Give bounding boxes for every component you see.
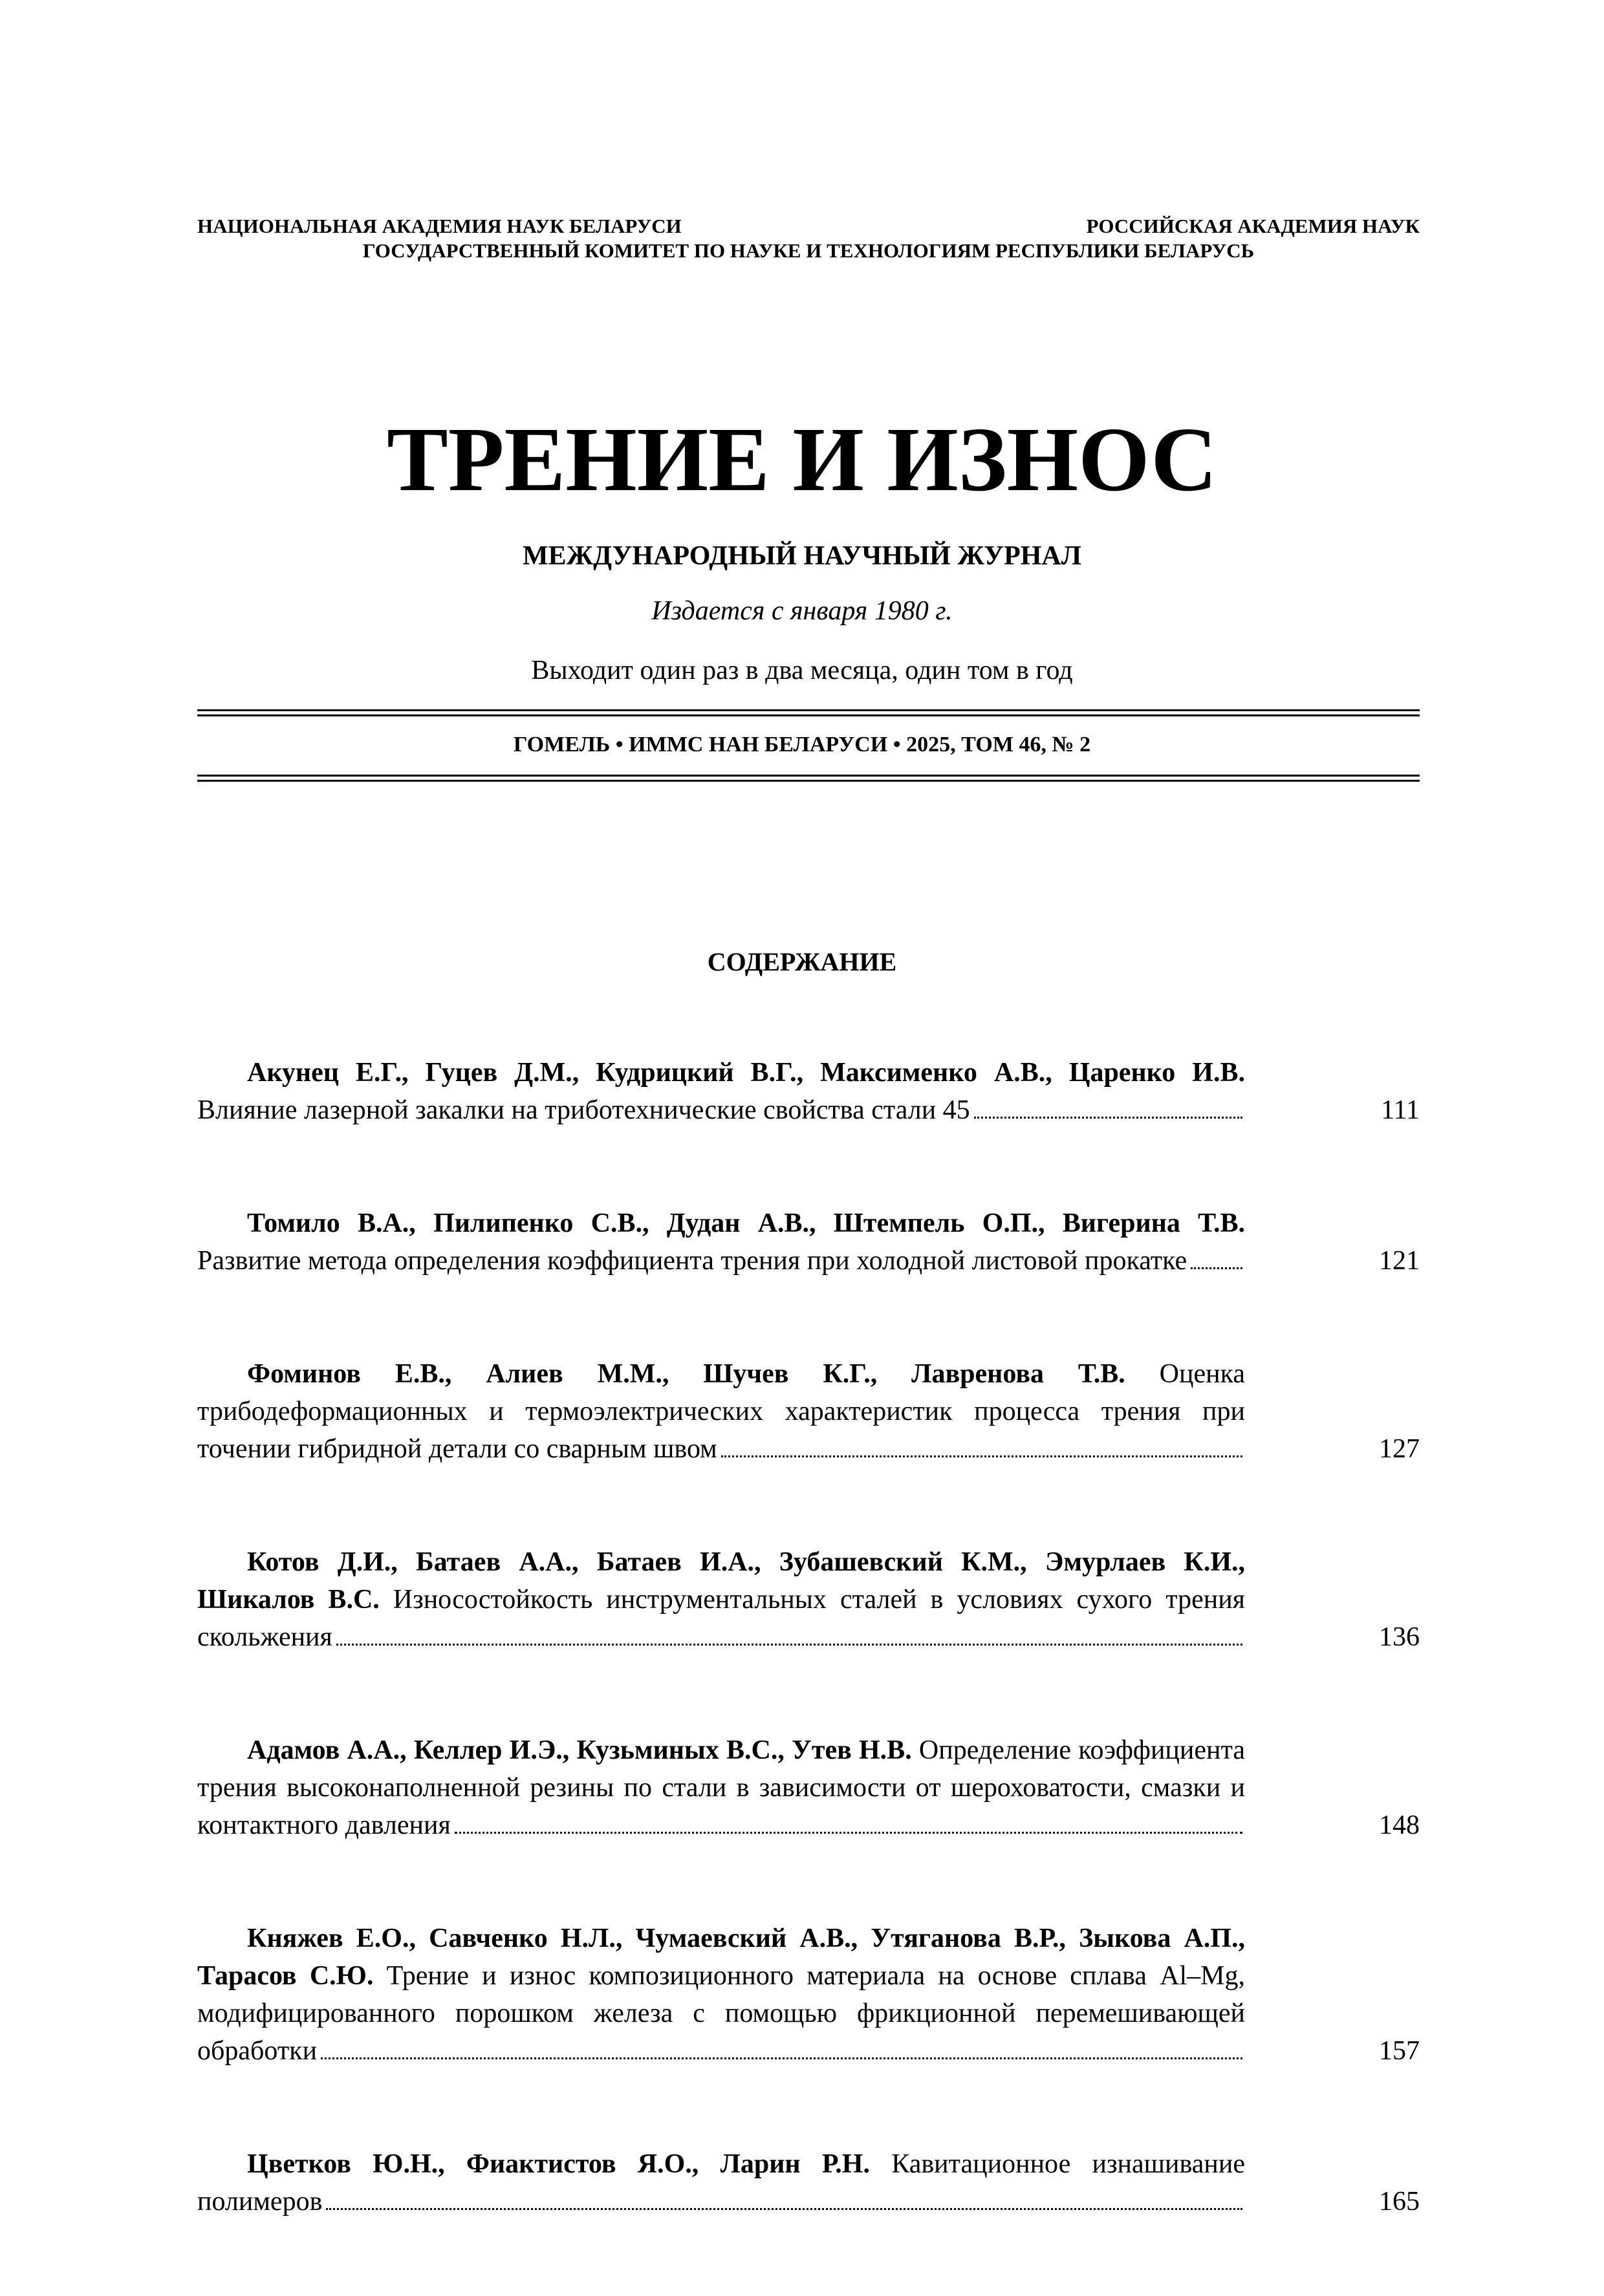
dot-leader: [326, 2207, 1242, 2210]
journal-imprint: ГОМЕЛЬ • ИММС НАН БЕЛАРУСИ • 2025, ТОМ 46, № 2: [513, 733, 1091, 756]
toc-entry[interactable]: [197, 1543, 1420, 1656]
toc-entry-body: [197, 1732, 1245, 1844]
toc-entry-page: 127: [1379, 1434, 1420, 1464]
toc-entry-title: Влияние лазерной закалки на триботехнические свойства стали 45: [197, 1095, 970, 1125]
toc-entry-page: 157: [1379, 2036, 1420, 2066]
dot-leader: [321, 2057, 1242, 2059]
journal-frequency: Выходит один раз в два месяца, один том в год: [531, 656, 1073, 685]
toc-entry-authors: Фоминов Е.В., Алиев М.М., Шучев К.Г., Лавренова Т.В.: [247, 1359, 1125, 1389]
toc-entry-body: [197, 1054, 1245, 1129]
toc-entry-body: [197, 1205, 1245, 1280]
org-left: НАЦИОНАЛЬНАЯ АКАДЕМИЯ НАУК БЕЛАРУСИ: [197, 215, 682, 237]
toc-entry-page: 121: [1379, 1246, 1420, 1276]
toc-entry-title: Развитие метода определения коэффициента трения при холодной листовой прокатке: [197, 1246, 1187, 1276]
toc-entry-body: [197, 2145, 1245, 2220]
toc-entry-page: 165: [1379, 2187, 1420, 2216]
toc-entry-title: Износостойкость инструментальных сталей в условиях сухого трения скольжения: [197, 1585, 1245, 1652]
toc-entry-authors: Адамов А.А., Келлер И.Э., Кузьминых В.С., Утев Н.В.: [247, 1735, 912, 1765]
dot-leader: [336, 1643, 1242, 1646]
toc-entry[interactable]: [197, 1920, 1420, 2070]
toc-entry-body: [197, 1920, 1245, 2070]
org-right: РОССИЙСКАЯ АКАДЕМИЯ НАУК: [1086, 215, 1420, 237]
toc-entry-title: Оценка трибодеформационных и термоэлектрических характеристик процесса трения при точении гибридной детали со сварным швом: [197, 1359, 1245, 1464]
double-rule-bottom: [197, 775, 1420, 782]
toc-entry[interactable]: [197, 1355, 1420, 1468]
journal-since: Издается с января 1980 г.: [651, 596, 953, 626]
contents-heading: СОДЕРЖАНИЕ: [707, 947, 897, 976]
toc-entry-page: 148: [1379, 1810, 1420, 1840]
organizations-header: [197, 214, 1420, 263]
toc-entry-title: Кавитационное изнашивание полимеров: [197, 2149, 1245, 2216]
journal-subtitle: МЕЖДУНАРОДНЫЙ НАУЧНЫЙ ЖУРНАЛ: [522, 541, 1082, 571]
toc-entry-title: Определение коэффициента трения высоконаполненной резины по стали в зависимости от шероховатости, смазки и контактного давления: [197, 1735, 1246, 1840]
toc-entry-page: 111: [1381, 1095, 1420, 1125]
dot-leader: [455, 1831, 1242, 1834]
journal-title: ТРЕНИЕ И ИЗНОС: [387, 408, 1217, 510]
table-of-contents: [197, 1054, 1420, 2296]
dot-leader: [1191, 1267, 1242, 1269]
toc-entry[interactable]: [197, 1732, 1420, 1844]
toc-entry-authors: Акунец Е.Г., Гуцев Д.М., Кудрицкий В.Г., Максименко А.В., Царенко И.В.: [247, 1058, 1245, 1088]
toc-entry-authors: Котов Д.И., Батаев А.А., Батаев И.А., Зубашевский К.М., Эмурлаев К.И., Шикалов В.С.: [197, 1547, 1245, 1615]
toc-entry[interactable]: [197, 1054, 1420, 1129]
toc-entry-title: Трение и износ композиционного материала на основе сплава Al–Mg, модифицированного порошком железа с помощью фрикционной перемешивающей обработки: [197, 1961, 1245, 2066]
toc-entry-authors: Цветков Ю.Н., Фиактистов Я.О., Ларин Р.Н.: [247, 2149, 870, 2179]
toc-entry-body: [197, 1355, 1245, 1468]
dot-leader: [974, 1116, 1242, 1119]
toc-entry-body: [197, 1543, 1245, 1656]
toc-entry-authors: Княжев Е.О., Савченко Н.Л., Чумаевский А.В., Утяганова В.Р., Зыкова А.П., Тарасов С.Ю.: [197, 1924, 1245, 1991]
toc-entry-authors: Томило В.А., Пилипенко С.В., Дудан А.В., Штемпель О.П., Вигерина Т.В.: [247, 1208, 1245, 1238]
org-center: ГОСУДАРСТВЕННЫЙ КОМИТЕТ ПО НАУКЕ И ТЕХНОЛОГИЯМ РЕСПУБЛИКИ БЕЛАРУСЬ: [362, 239, 1255, 262]
double-rule-top: [197, 709, 1420, 716]
toc-entry[interactable]: [197, 2145, 1420, 2220]
toc-entry[interactable]: [197, 1205, 1420, 1280]
toc-entry-page: 136: [1379, 1622, 1420, 1652]
dot-leader: [721, 1455, 1242, 1457]
